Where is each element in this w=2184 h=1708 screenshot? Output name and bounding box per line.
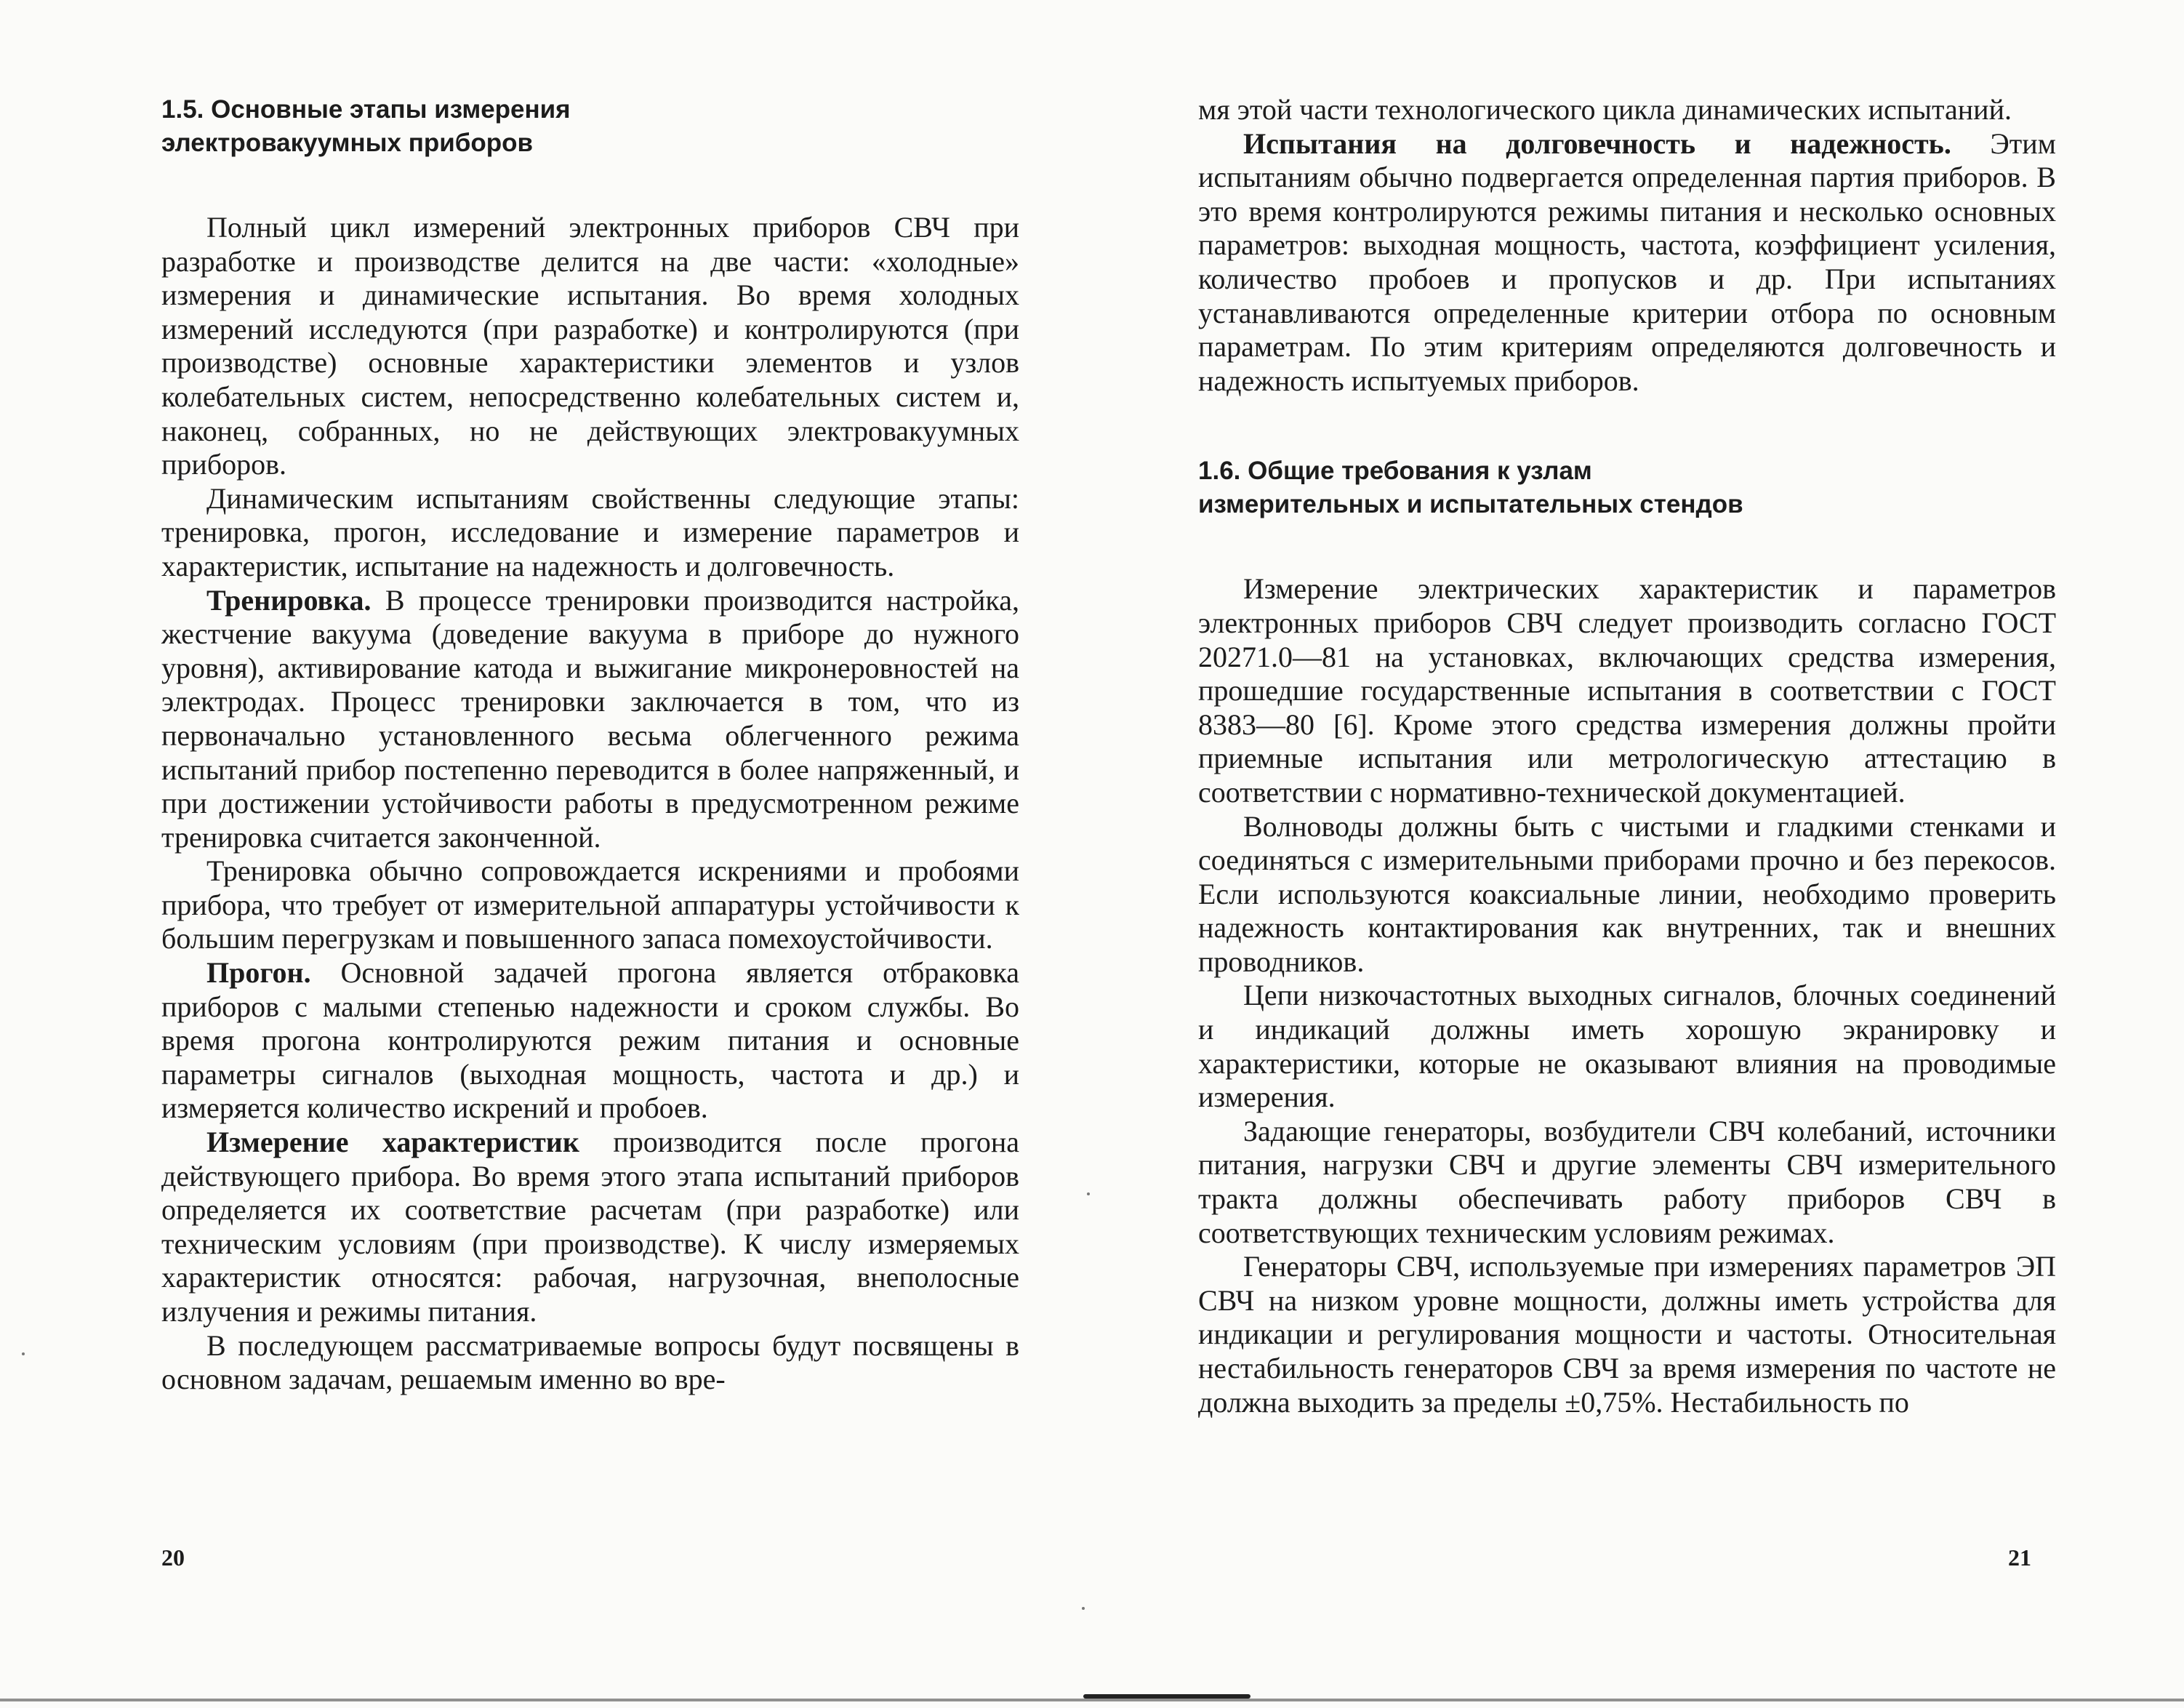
paragraph-text: Этим испытаниям обычно подвергается определенная партия приборов. В это время контролируются режимы питания и несколько основных параметров: выходная мощность, частота, коэффициент усиления, количество пробоев и пропусков и др. При испытаниях устанавливаются определенные критерии отбора по основным параметрам. По этим критериям определяются долговечность и надежность испытуемых приборов. <box>1198 127 2056 397</box>
paragraph-text: Генераторы СВЧ, используемые при измерениях параметров ЭП СВЧ на низком уровне мощности, должны иметь устройства для индикации и регулирования мощности и частоты. Относительная нестабильность генераторов СВЧ за время измерения по частоте не должна выходить за пределы ±0,75%. Нестабильность по <box>1198 1250 2056 1419</box>
paragraph <box>161 1329 1019 1397</box>
paragraph <box>161 482 1019 584</box>
paragraph-lead: Испытания на долговечность и надежность. <box>1243 127 1951 160</box>
paragraph-text: Волноводы должны быть с чистыми и гладкими стенками и соединяться с измерительными приборами прочно и без перекосов. Если используются коаксиальные линии, необходимо проверить надежность контактирования как внутренних, так и внешних проводников. <box>1198 809 2056 978</box>
scan-edge-rule <box>0 1699 2184 1701</box>
paragraph <box>1198 810 2056 979</box>
paragraph <box>1198 979 2056 1114</box>
scan-speck <box>1082 1607 1085 1610</box>
left-page <box>161 93 1019 1397</box>
paragraph-text: Цепи низкочастотных выходных сигналов, блочных соединений и индикаций должны иметь хорошую экранировку и характеристики, которые не оказывают влияния на проводимые измерения. <box>1198 979 2056 1114</box>
paragraph-text: мя этой части технологического цикла динамических испытаний. <box>1198 93 2012 126</box>
scan-speck <box>1087 1192 1090 1195</box>
paragraph-text: Задающие генераторы, возбудители СВЧ колебаний, источники питания, нагрузки СВЧ и другие элементы СВЧ измерительного тракта должны обеспечивать работу приборов СВЧ в соответствующих техническим условиям режимах. <box>1198 1114 2056 1249</box>
heading-line: электровакуумных приборов <box>161 129 534 157</box>
paragraph <box>1198 1250 2056 1419</box>
paragraph-lead: Прогон. <box>206 956 311 990</box>
paragraph <box>161 584 1019 855</box>
scan-speck <box>22 1352 25 1355</box>
paragraph-text: Динамическим испытаниям свойственны следующие этапы: тренировка, прогон, исследование и измерение параметров и характеристик, испытание на надежность и долговечность. <box>161 481 1019 582</box>
paragraph <box>161 854 1019 956</box>
paragraph-text: производится после прогона действующего прибора. Во время этого этапа испытаний приборов определяется их соответствие расчетам (при разработке) или техническим условиям (при производстве). К числу измеряемых характеристик относятся: рабочая, нагрузочная, внеполосные излучения и режимы питания. <box>161 1126 1019 1328</box>
section-heading-1-6 <box>1198 454 2056 521</box>
right-page <box>1198 93 2056 1419</box>
page-number-right: 21 <box>2008 1544 2031 1571</box>
page-number-left: 20 <box>161 1544 185 1571</box>
heading-line: измерительных и испытательных стендов <box>1198 490 1743 519</box>
paragraph <box>1198 1115 2056 1250</box>
paragraph <box>1198 93 2056 127</box>
paragraph-text: Тренировка обычно сопровождается искрениями и пробоями прибора, что требует от измерительной аппаратуры устойчивости к большим перегрузкам и повышенного запаса помехоустойчивости. <box>161 854 1019 955</box>
paragraph <box>161 1126 1019 1329</box>
paragraph-text: Основной задачей прогона является отбраковка приборов с малыми степенью надежности и сроком службы. Во время прогона контролируются режим питания и основные параметры сигналов (выходная мощность, частота и др.) и измеряется количество искрений и пробоев. <box>161 956 1019 1125</box>
paragraph-text: В последующем рассматриваемые вопросы будут посвящены в основном задачам, решаемым именно во вре- <box>161 1328 1019 1396</box>
paragraph-lead: Измерение характеристик <box>206 1126 579 1159</box>
section-heading-1-5 <box>161 93 1019 160</box>
heading-line: 1.6. Общие требования к узлам <box>1198 457 1592 486</box>
paragraph-lead: Тренировка. <box>206 583 372 617</box>
paragraph <box>161 211 1019 482</box>
paragraph-text: В процессе тренировки производится настройка, жестчение вакуума (доведение вакуума в приборе до нужного уровня), активирование катода и выжигание микронеровностей на электродах. Процесс тренировки заключается в том, что из первоначально установленного весьма облегченного режима испытаний прибор постепенно переводится в более напряженный, и при достижении устойчивости работы в предусмотренном режиме тренировка считается законченной. <box>161 583 1019 854</box>
paragraph <box>161 956 1019 1126</box>
paragraph-text: Полный цикл измерений электронных приборов СВЧ при разработке и производстве делится на две части: «холодные» измерения и динамические испытания. Во время холодных измерений исследуются (при разработке) и контролируются (при производстве) основные характеристики элементов и узлов колебательных систем, непосредственно колебательных систем и, наконец, собранных, но не действующих электровакуумных приборов. <box>161 211 1019 481</box>
paragraph-text: Измерение электрических характеристик и параметров электронных приборов СВЧ следует производить согласно ГОСТ 20271.0—81 на установках, включающих средства измерения, прошедшие государственные испытания в соответствии с ГОСТ 8383—80 [6]. Кроме этого средства измерения должны пройти приемные испытания или метрологическую аттестацию в соответствии с нормативно-технической документацией. <box>1198 572 2056 809</box>
paragraph <box>1198 127 2056 398</box>
paragraph <box>1198 572 2056 809</box>
scan-edge-mark <box>1083 1694 1250 1699</box>
heading-line: 1.5. Основные этапы измерения <box>161 95 571 124</box>
